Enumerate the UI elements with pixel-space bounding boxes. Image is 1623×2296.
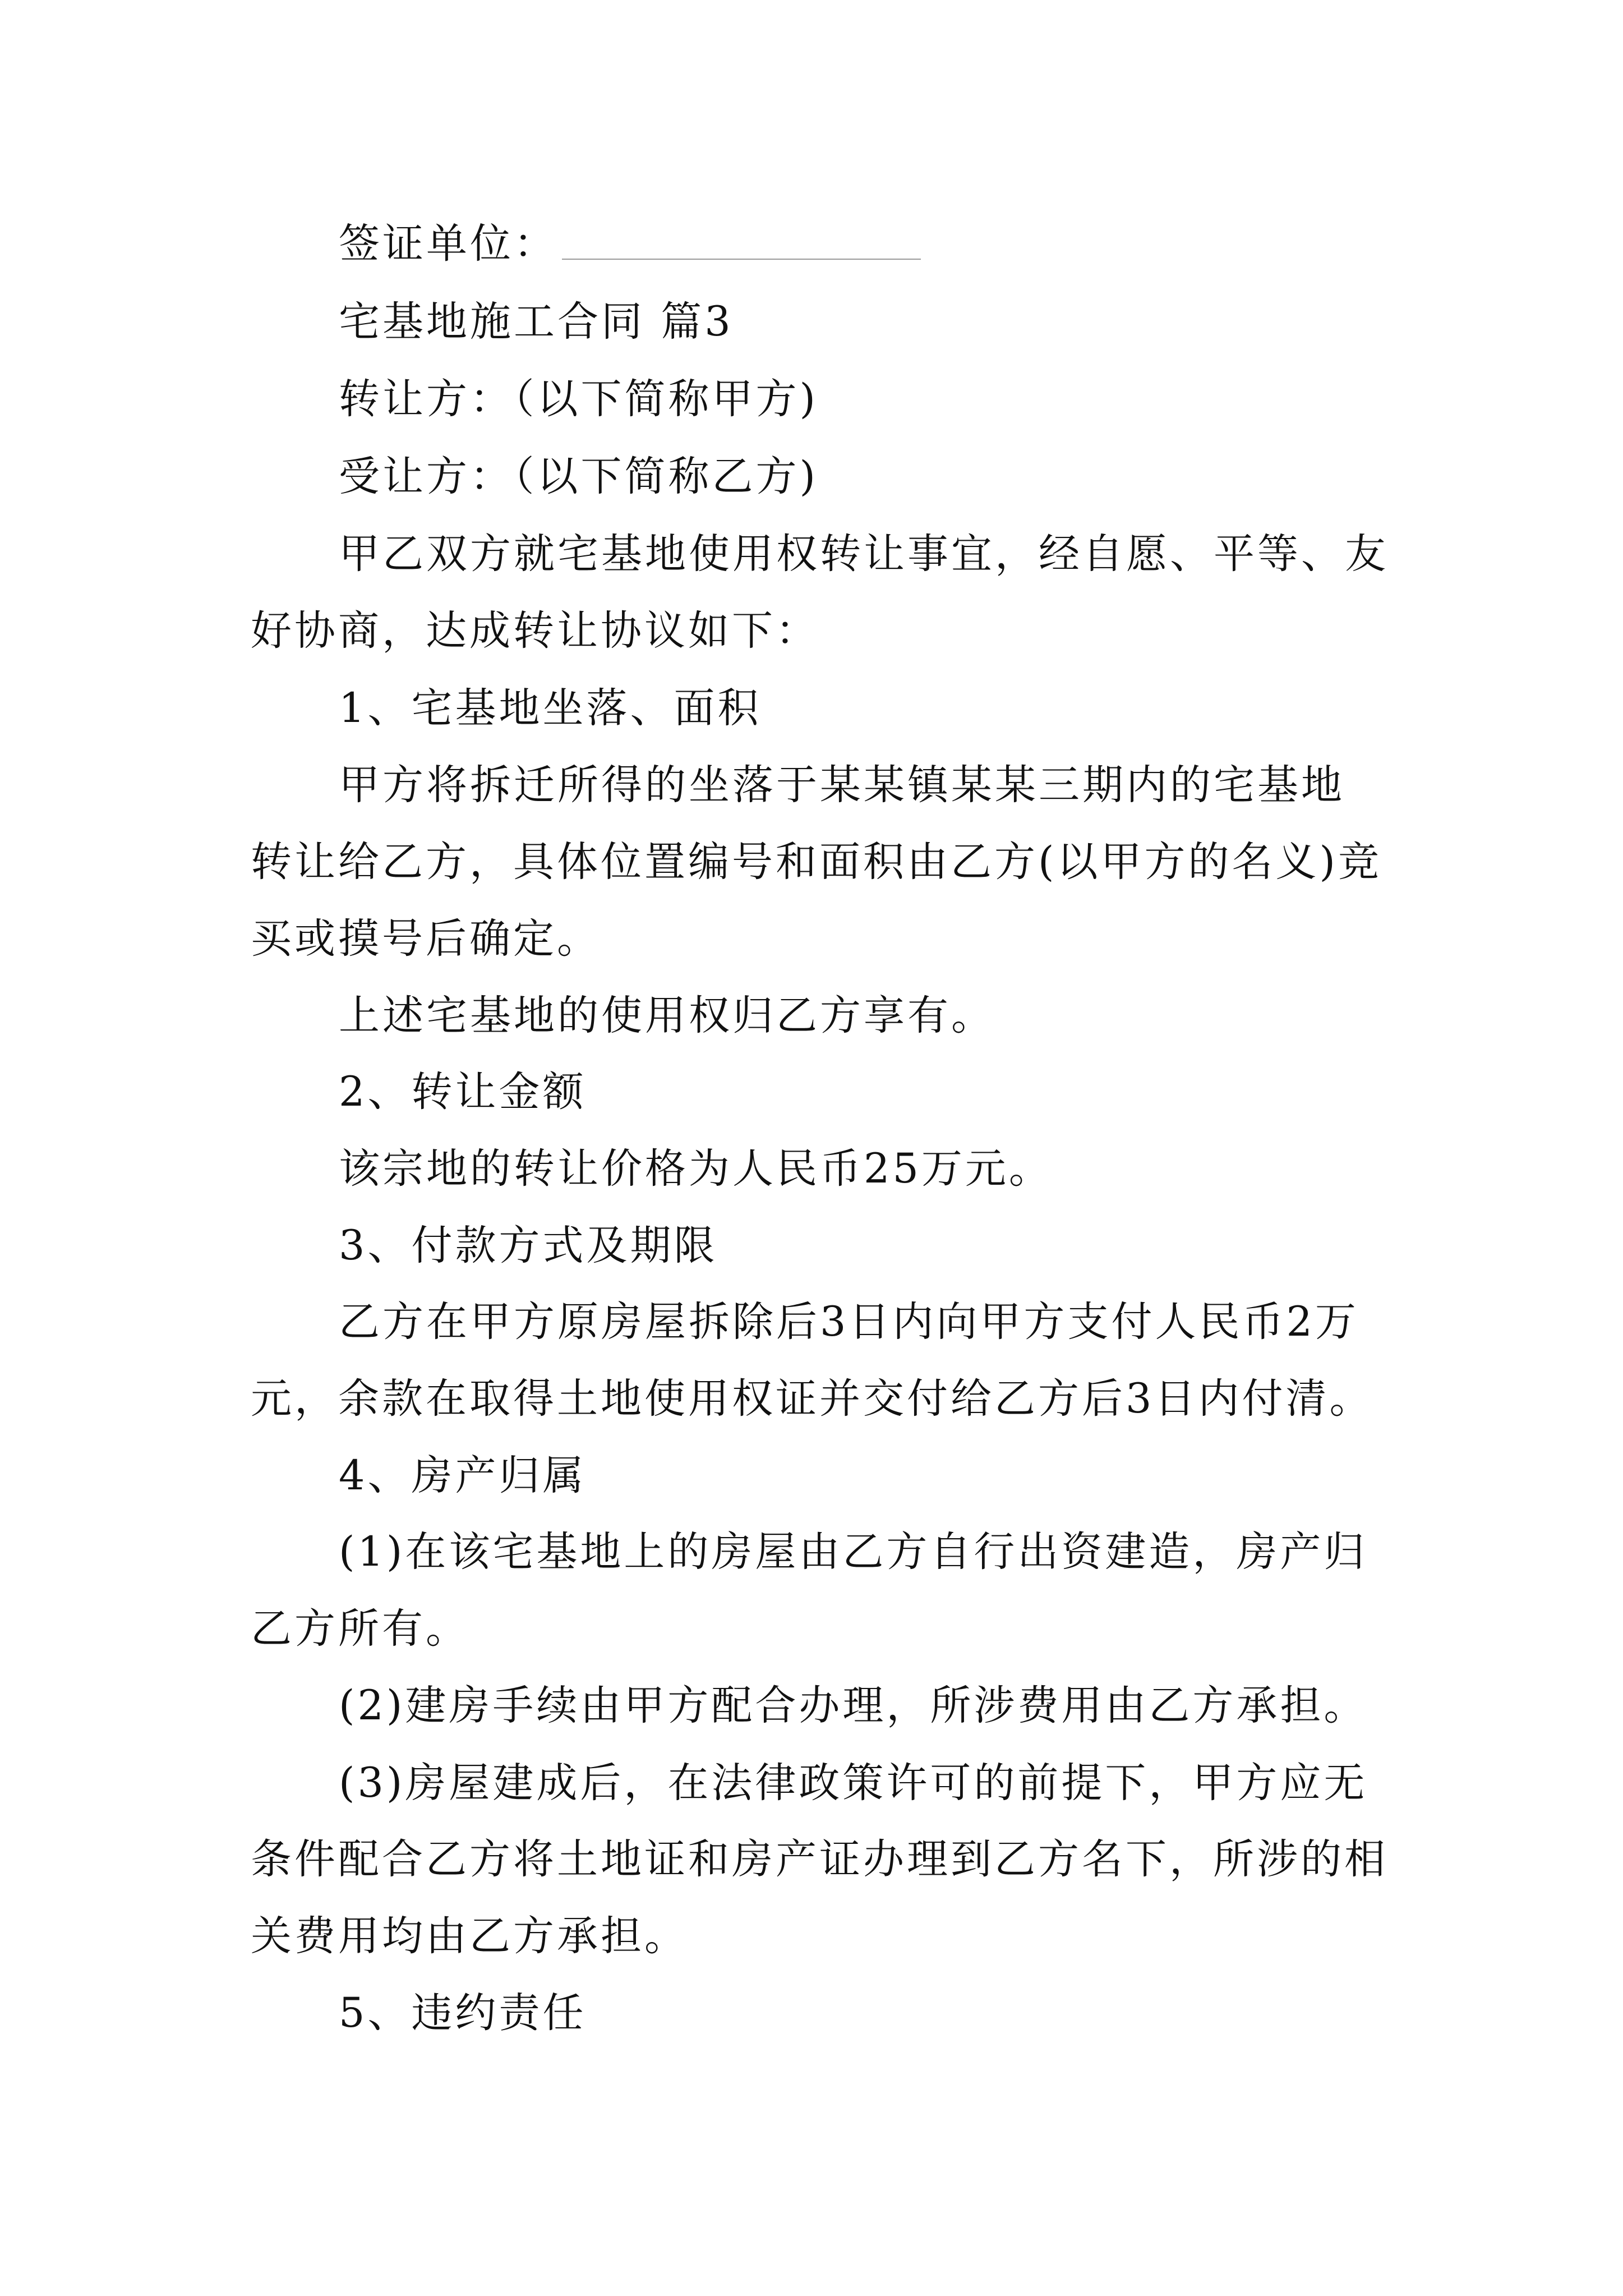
section-4-item-3-line-2: 条件配合乙方将土地证和房产证办理到乙方名下，所涉的相 [251,1835,1388,1883]
intro-line-2: 好协商，达成转让协议如下： [251,607,819,655]
section-1-para-line-2: 转让给乙方，具体位置编号和面积由乙方(以甲方的名义)竞 [251,838,1382,886]
section-2-heading: 2、转让金额 [339,1068,587,1116]
section-4-heading: 4、房产归属 [339,1452,587,1499]
section-4-item-1-line-1: (1)在该宅基地上的房屋由乙方自行出资建造，房产归 [339,1528,1368,1576]
section-5-heading: 5、违约责任 [339,1989,587,2037]
section-3-heading: 3、付款方式及期限 [339,1222,718,1269]
section-3-para-line-2: 元，余款在取得土地使用权证并交付给乙方后3日内付清。 [251,1375,1373,1423]
document-title: 宅基地施工合同 篇3 [339,298,734,346]
section-4-item-2: (2)建房手续由甲方配合办理，所涉费用由乙方承担。 [339,1682,1368,1729]
section-4-item-3-line-3: 关费用均由乙方承担。 [251,1912,688,1960]
sign-unit-row [339,220,1573,268]
transferee-line: 受让方：（以下简称乙方) [339,453,818,500]
signature-blank-line [562,259,921,260]
section-1-para-line-3: 买或摸号后确定。 [251,915,601,963]
section-1-para-line-1: 甲方将拆迁所得的坐落于某某镇某某三期内的宅基地 [339,761,1345,809]
section-4-item-3-line-1: (3)房屋建成后，在法律政策许可的前提下，甲方应无 [339,1759,1368,1807]
sign-unit-label: 签证单位： [339,220,557,268]
section-1-heading: 1、宅基地坐落、面积 [339,684,762,732]
section-4-item-1-line-2: 乙方所有。 [251,1605,469,1653]
section-1-usage-right: 上述宅基地的使用权归乙方享有。 [339,992,995,1039]
section-2-price: 该宗地的转让价格为人民币25万元。 [339,1145,1053,1193]
transferor-line: 转让方：（以下简称甲方) [339,375,818,423]
section-3-para-line-1: 乙方在甲方原房屋拆除后3日内向甲方支付人民币2万 [339,1298,1359,1346]
intro-line-1: 甲乙双方就宅基地使用权转让事宜，经自愿、平等、友 [339,530,1389,578]
